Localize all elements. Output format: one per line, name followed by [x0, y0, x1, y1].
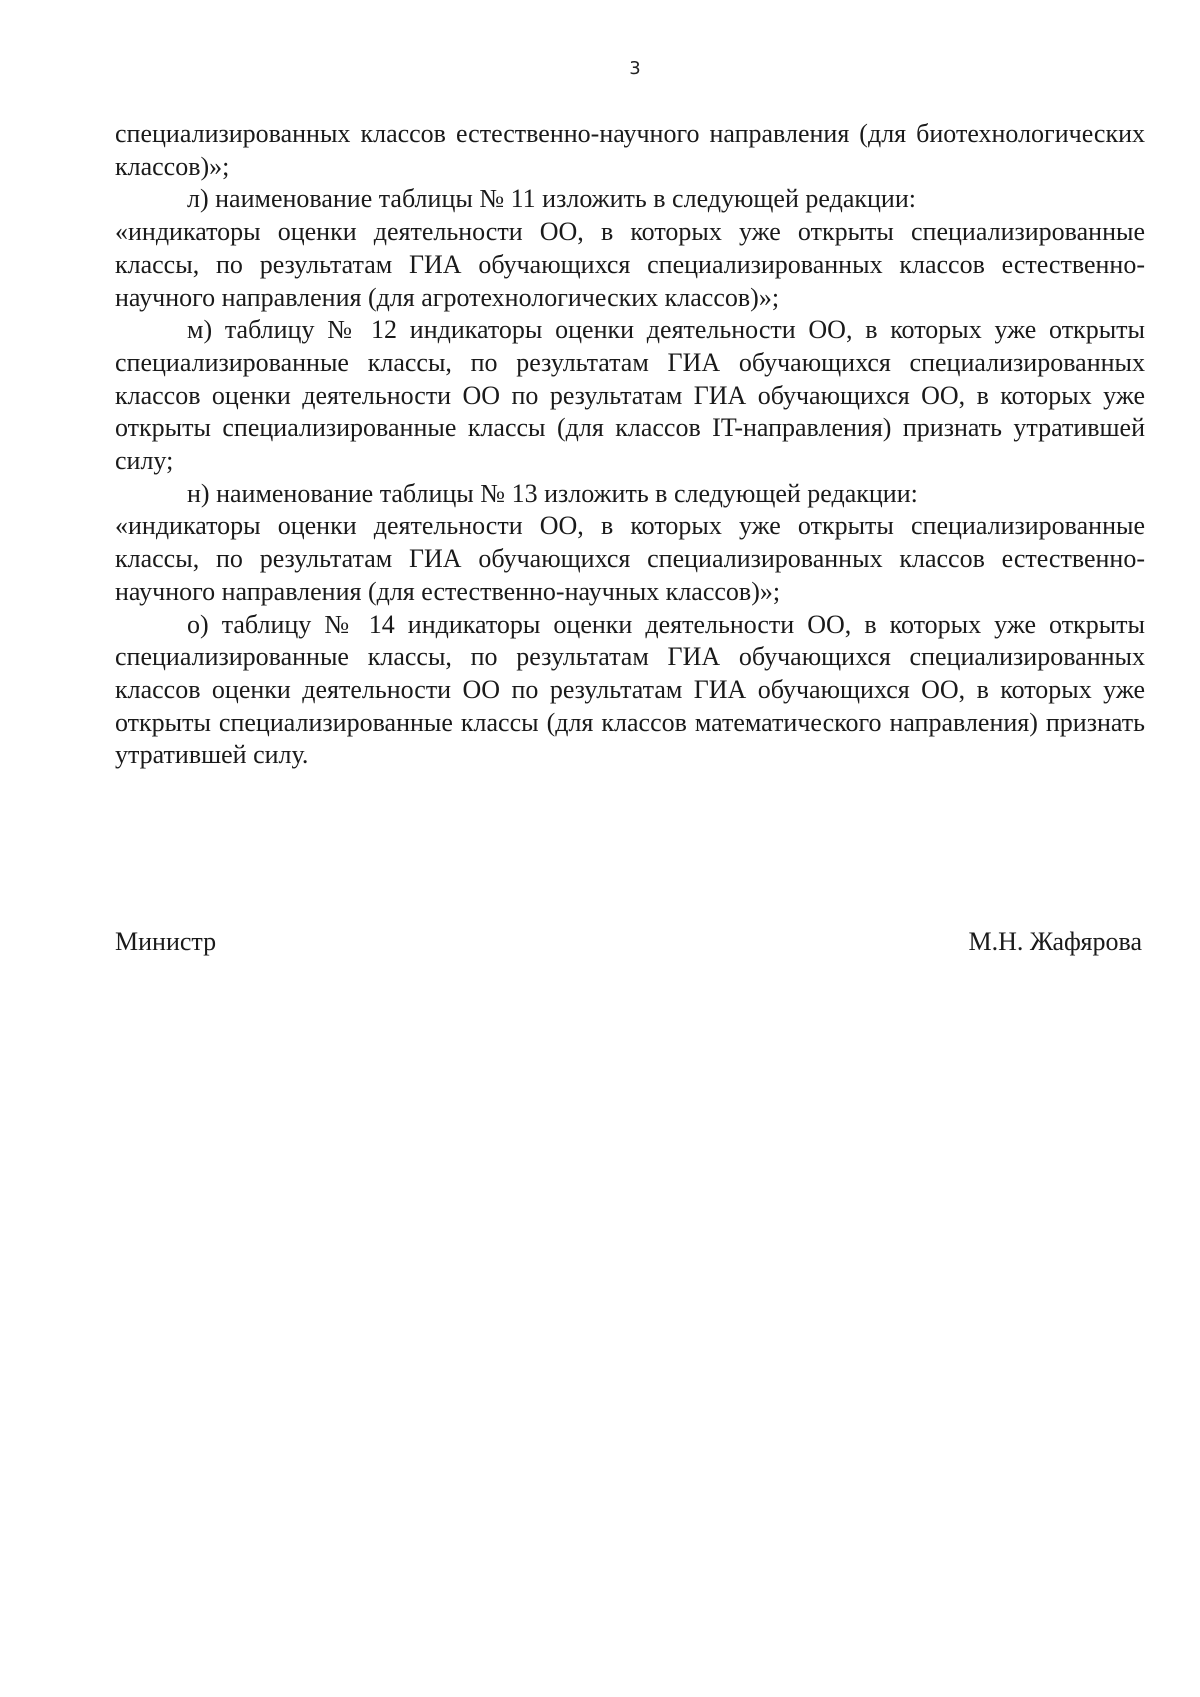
paragraph-continuation: специализированных классов естественно-научного направления (для биотехнологических классов)»;: [115, 119, 1145, 181]
paragraph-item-n: н) наименование таблицы № 13 изложить в следующей редакции:: [187, 478, 918, 508]
paragraph-quote-table-13: «индикаторы оценки деятельности ОО, в которых уже открыты специализированные классы, по результатам ГИА обучающихся специализированных классов естественно-научного направления (для естественно-научных классов)»;: [115, 511, 1145, 606]
signatory-position: Министр: [115, 927, 217, 956]
paragraph-quote-table-11: «индикаторы оценки деятельности ОО, в которых уже открыты специализированные классы, по результатам ГИА обучающихся специализированных классов естественно-научного направления (для агротехнологических классов)»;: [115, 217, 1145, 312]
paragraph-item-o: о) таблицу № 14 индикаторы оценки деятельности ОО, в которых уже открыты специализированные классы, по результатам ГИА обучающихся специализированных классов оценки деятельности ОО по результатам ГИА обучающихся ОО, в которых уже открыты специализированные классы (для классов математического направления) признать утратившей силу.: [115, 609, 1145, 770]
paragraph-item-l: л) наименование таблицы № 11 изложить в следующей редакции:: [187, 184, 916, 214]
signature-block: [115, 926, 1142, 958]
page-number: 3: [629, 58, 641, 79]
document-body: [115, 118, 1145, 772]
paragraph-item-m: м) таблицу № 12 индикаторы оценки деятельности ОО, в которых уже открыты специализированные классы, по результатам ГИА обучающихся специализированных классов оценки деятельности ОО по результатам ГИА обучающихся ОО, в которых уже открыты специализированные классы (для классов IT-направления) признать утратившей силу;: [115, 315, 1145, 476]
signatory-name: М.Н. Жафярова: [968, 927, 1142, 956]
